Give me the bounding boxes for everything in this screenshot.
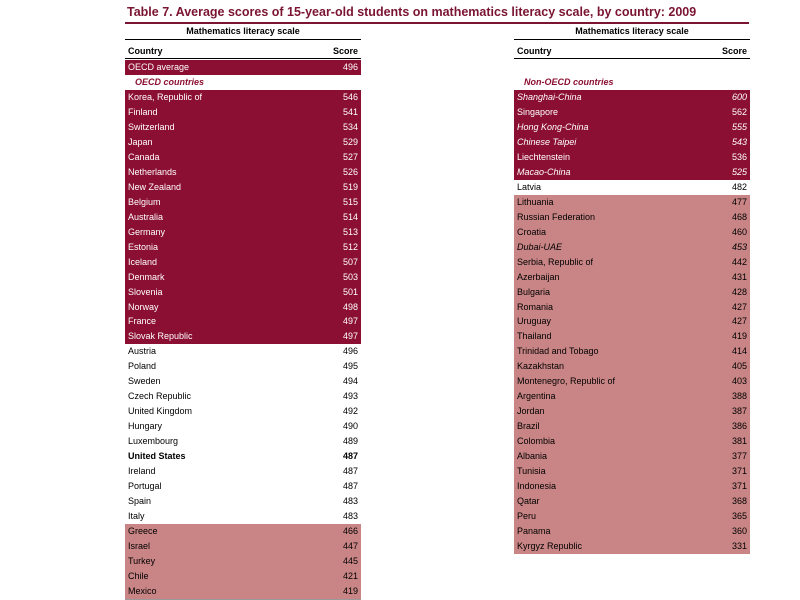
score-value: 453 (731, 241, 747, 252)
table-body (125, 60, 361, 600)
table-row (514, 285, 750, 300)
table-row (125, 225, 361, 240)
score-value: 555 (731, 121, 747, 132)
score-value: 562 (731, 106, 747, 117)
column-headers (514, 40, 750, 59)
table-row (125, 150, 361, 165)
score-value: 513 (342, 226, 358, 237)
score-value: 487 (342, 451, 358, 462)
table-row (514, 120, 750, 135)
score-value: 427 (731, 301, 747, 312)
score-value: 512 (342, 241, 358, 252)
country-name: Czech Republic (128, 391, 192, 402)
score-value: 368 (731, 496, 747, 507)
score-value: 515 (342, 196, 358, 207)
country-name: Iceland (128, 256, 158, 267)
country-name: Chinese Taipei (517, 136, 577, 147)
table-header: Mathematics literacy scale (125, 24, 361, 40)
score-value: 600 (731, 91, 747, 102)
score-value: 371 (731, 466, 747, 477)
score-value: 497 (342, 316, 358, 327)
table-row (514, 225, 750, 240)
country-name: Finland (128, 106, 158, 117)
country-name: Sweden (128, 376, 161, 387)
country-name: Montenegro, Republic of (517, 376, 616, 387)
country-name: Romania (517, 301, 554, 312)
table-row (514, 180, 750, 195)
score-value: 497 (342, 331, 358, 342)
score-value: 482 (731, 181, 747, 192)
country-name: Panama (517, 526, 551, 537)
table-row (514, 300, 750, 315)
country-name: Germany (128, 226, 166, 237)
country-name: Spain (128, 496, 152, 507)
table-row (125, 584, 361, 599)
table-row (125, 419, 361, 434)
country-name: Albania (517, 451, 548, 462)
table-row (125, 135, 361, 150)
country-name: Hungary (128, 421, 163, 432)
country-name: Estonia (128, 241, 159, 252)
country-name: Jordan (517, 406, 545, 417)
score-value: 414 (731, 346, 747, 357)
table-row (514, 210, 750, 225)
country-name: Thailand (517, 331, 552, 342)
column-headers (125, 40, 361, 59)
score-value: 492 (342, 406, 358, 417)
score-value: 386 (731, 421, 747, 432)
country-name: Mexico (128, 585, 157, 596)
table-row (125, 509, 361, 524)
score-value: 514 (342, 211, 358, 222)
table-row (125, 554, 361, 569)
score-value: 428 (731, 286, 747, 297)
score-value: 534 (342, 121, 358, 132)
score-value: 527 (342, 151, 358, 162)
score-value: 405 (731, 361, 747, 372)
table-row (514, 195, 750, 210)
table-row (514, 150, 750, 165)
country-name: United States (128, 451, 186, 462)
score-value: 447 (342, 541, 358, 551)
column-header-score: Score (332, 46, 358, 56)
country-name: Uruguay (517, 316, 552, 327)
score-value: 487 (342, 481, 358, 492)
score-value: 371 (731, 481, 747, 492)
table-row (125, 105, 361, 120)
country-name: New Zealand (128, 181, 182, 192)
section-heading (125, 75, 361, 90)
table-row (125, 569, 361, 584)
country-name: Russian Federation (517, 211, 596, 222)
score-value: 419 (731, 331, 747, 342)
table-row (125, 539, 361, 554)
score-value: 490 (342, 421, 358, 432)
table-body (514, 60, 750, 554)
score-value: 419 (342, 585, 358, 596)
table-row (125, 479, 361, 494)
country-name: Dubai-UAE (517, 241, 563, 252)
score-value: 507 (342, 256, 358, 267)
score-value: 496 (342, 62, 358, 72)
score-value: 493 (342, 391, 358, 402)
table-row (125, 165, 361, 180)
country-name: Qatar (517, 496, 540, 507)
country-name: Slovenia (128, 286, 163, 297)
table-row (125, 240, 361, 255)
table-row (514, 270, 750, 285)
table-row (514, 464, 750, 479)
score-value: 495 (342, 361, 358, 372)
column-header-country: Country (128, 46, 163, 56)
table-row (514, 359, 750, 374)
score-value: 496 (342, 346, 358, 357)
table-row (125, 494, 361, 509)
column-header-score: Score (721, 46, 747, 56)
score-value: 468 (731, 211, 747, 222)
country-name: OECD average (128, 62, 190, 72)
score-value: 494 (342, 376, 358, 387)
table-row (514, 434, 750, 449)
country-name: Argentina (517, 391, 556, 402)
score-value: 365 (731, 511, 747, 522)
table-row (514, 344, 750, 359)
table-row (125, 389, 361, 404)
section-heading (514, 75, 750, 90)
table-header: Mathematics literacy scale (514, 24, 750, 40)
country-name: Greece (128, 526, 158, 537)
score-value: 489 (342, 436, 358, 447)
country-name: Serbia, Republic of (517, 256, 594, 267)
table-row (514, 509, 750, 524)
page-title: Table 7. Average scores of 15-year-old students on mathematics literacy scale, by country: 2009 (127, 5, 697, 19)
country-name: Norway (128, 301, 159, 312)
country-name: Belgium (128, 196, 161, 207)
country-name: Japan (128, 136, 153, 147)
score-value: 529 (342, 136, 358, 147)
table-row (125, 120, 361, 135)
country-name: OECD countries (135, 76, 205, 87)
country-name: Ireland (128, 466, 156, 477)
score-value: 387 (731, 406, 747, 417)
score-value: 421 (342, 570, 358, 581)
table-row (125, 285, 361, 300)
score-value: 487 (342, 466, 358, 477)
table-row (514, 329, 750, 344)
country-name: Peru (517, 511, 537, 522)
score-value: 466 (342, 526, 358, 537)
table-row (125, 464, 361, 479)
table-row (514, 479, 750, 494)
country-name: Latvia (517, 181, 542, 192)
table-row (125, 60, 361, 75)
table-row (125, 180, 361, 195)
table-row (514, 240, 750, 255)
score-value: 501 (342, 286, 358, 297)
score-value: 403 (731, 376, 747, 387)
table-row (514, 374, 750, 389)
country-name: Colombia (517, 436, 556, 447)
table-row (125, 329, 361, 344)
country-name: Lithuania (517, 196, 554, 207)
country-name: Netherlands (128, 166, 177, 177)
country-name: Trinidad and Tobago (517, 346, 599, 357)
table-row (514, 60, 750, 75)
country-name: Singapore (517, 106, 559, 117)
table-row (514, 449, 750, 464)
table-row (514, 539, 750, 554)
country-name: Italy (128, 511, 145, 522)
score-value: 483 (342, 496, 358, 507)
table-row (514, 494, 750, 509)
table-row (514, 255, 750, 270)
country-name: Australia (128, 211, 164, 222)
country-name: Slovak Republic (128, 331, 193, 342)
country-name: Azerbaijan (517, 271, 560, 282)
country-name: Korea, Republic of (128, 91, 203, 102)
score-value: 525 (731, 166, 747, 177)
table-row (125, 434, 361, 449)
table-row (514, 90, 750, 105)
country-name: France (128, 316, 157, 327)
table-row (125, 255, 361, 270)
score-value: 503 (342, 271, 358, 282)
country-name: United Kingdom (128, 406, 193, 417)
score-value: 541 (342, 106, 358, 117)
table-row (125, 270, 361, 285)
score-value: 388 (731, 391, 747, 402)
country-name: Hong Kong-China (517, 121, 589, 132)
table-row (125, 449, 361, 464)
country-name: Macao-China (517, 166, 571, 177)
country-name: Israel (128, 541, 151, 551)
country-name: Luxembourg (128, 436, 179, 447)
country-name: Non-OECD countries (524, 76, 614, 87)
country-name: Croatia (517, 226, 547, 237)
table-row (125, 300, 361, 315)
score-value: 331 (731, 541, 747, 551)
table-row (514, 314, 750, 329)
country-name: Bulgaria (517, 286, 551, 297)
score-value: 381 (731, 436, 747, 447)
table-row (125, 374, 361, 389)
country-name: Chile (128, 570, 149, 581)
country-name: Canada (128, 151, 160, 162)
table-row (514, 165, 750, 180)
score-value: 546 (342, 91, 358, 102)
country-name: Kyrgyz Republic (517, 541, 583, 551)
table-row (125, 314, 361, 329)
table-row (125, 195, 361, 210)
score-value: 431 (731, 271, 747, 282)
table-row (514, 389, 750, 404)
country-name: Indonesia (517, 481, 557, 492)
score-value: 526 (342, 166, 358, 177)
score-value: 442 (731, 256, 747, 267)
country-name: Liechtenstein (517, 151, 571, 162)
score-value: 427 (731, 316, 747, 327)
country-name: Kazakhstan (517, 361, 565, 372)
non-oecd-table (514, 24, 750, 554)
table-row (514, 135, 750, 150)
country-name: Austria (128, 346, 157, 357)
table-row (125, 344, 361, 359)
table-row (125, 404, 361, 419)
table-row (125, 210, 361, 225)
country-name: Switzerland (128, 121, 175, 132)
table-row (125, 524, 361, 539)
country-name: Poland (128, 361, 157, 372)
table-row (514, 419, 750, 434)
score-value: 536 (731, 151, 747, 162)
oecd-table (125, 24, 361, 600)
table-row (125, 90, 361, 105)
table-row (125, 359, 361, 374)
table-row (514, 524, 750, 539)
score-value: 519 (342, 181, 358, 192)
country-name: Brazil (517, 421, 540, 432)
score-value: 483 (342, 511, 358, 522)
score-value: 498 (342, 301, 358, 312)
column-header-country: Country (517, 46, 552, 56)
score-value: 445 (342, 555, 358, 566)
table-row (514, 105, 750, 120)
score-value: 360 (731, 526, 747, 537)
score-value: 477 (731, 196, 747, 207)
score-value: 460 (731, 226, 747, 237)
table-row (514, 404, 750, 419)
country-name: Tunisia (517, 466, 546, 477)
score-value: 543 (731, 136, 747, 147)
country-name: Portugal (128, 481, 162, 492)
country-name: Turkey (128, 555, 156, 566)
country-name: Shanghai-China (517, 91, 582, 102)
country-name: Denmark (128, 271, 165, 282)
score-value: 377 (731, 451, 747, 462)
